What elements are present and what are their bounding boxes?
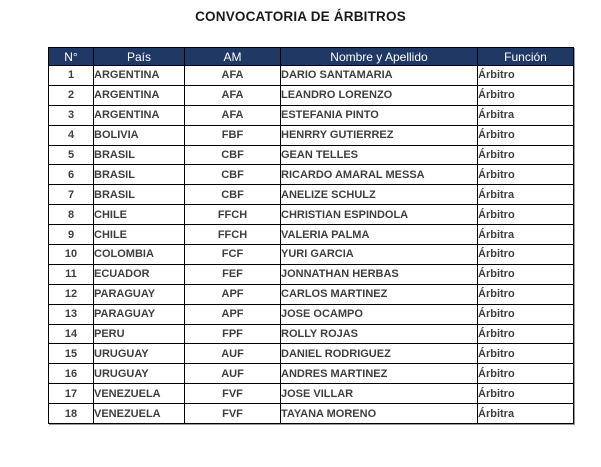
cell-num: 18 (49, 404, 94, 424)
table-row (49, 384, 574, 404)
table-row (49, 105, 574, 125)
table-header-row (49, 48, 574, 66)
cell-num: 16 (49, 364, 94, 384)
cell-nombre: JOSE VILLAR (281, 384, 478, 404)
cell-pais: CHILE (94, 225, 185, 245)
cell-nombre: LEANDRO LORENZO (281, 85, 478, 105)
table-row (49, 125, 574, 145)
table-row (49, 264, 574, 284)
cell-funcion: Árbitro (478, 344, 574, 364)
table-row (49, 205, 574, 225)
cell-nombre: HENRRY GUTIERREZ (281, 125, 478, 145)
cell-nombre: RICARDO AMARAL MESSA (281, 165, 478, 185)
cell-nombre: CARLOS MARTINEZ (281, 284, 478, 304)
column-header-nombre: Nombre y Apellido (281, 48, 478, 66)
table-row (49, 284, 574, 304)
cell-funcion: Árbitro (478, 245, 574, 265)
cell-num: 12 (49, 284, 94, 304)
cell-am: CBF (185, 185, 281, 205)
cell-funcion: Árbitro (478, 66, 574, 86)
cell-am: FEF (185, 264, 281, 284)
cell-am: AFA (185, 66, 281, 86)
cell-nombre: TAYANA MORENO (281, 404, 478, 424)
cell-funcion: Árbitro (478, 284, 574, 304)
cell-am: APF (185, 284, 281, 304)
cell-am: FPF (185, 324, 281, 344)
table-row (49, 324, 574, 344)
cell-num: 9 (49, 225, 94, 245)
table-row (49, 245, 574, 265)
cell-am: AUF (185, 344, 281, 364)
cell-am: AFA (185, 85, 281, 105)
cell-nombre: ANDRES MARTINEZ (281, 364, 478, 384)
cell-pais: ARGENTINA (94, 85, 185, 105)
column-header-num: N° (49, 48, 94, 66)
cell-pais: PARAGUAY (94, 284, 185, 304)
referees-table (48, 47, 574, 424)
cell-am: AUF (185, 364, 281, 384)
cell-nombre: GEAN TELLES (281, 145, 478, 165)
cell-am: FVF (185, 384, 281, 404)
column-header-am: AM (185, 48, 281, 66)
cell-num: 13 (49, 304, 94, 324)
cell-funcion: Árbitra (478, 404, 574, 424)
cell-pais: ARGENTINA (94, 66, 185, 86)
cell-num: 17 (49, 384, 94, 404)
cell-num: 3 (49, 105, 94, 125)
table-row (49, 165, 574, 185)
cell-funcion: Árbitro (478, 165, 574, 185)
cell-funcion: Árbitro (478, 304, 574, 324)
page-title: CONVOCATORIA DE ÁRBITROS (195, 9, 406, 24)
cell-num: 6 (49, 165, 94, 185)
cell-pais: COLOMBIA (94, 245, 185, 265)
cell-pais: PARAGUAY (94, 304, 185, 324)
cell-nombre: ROLLY ROJAS (281, 324, 478, 344)
cell-num: 7 (49, 185, 94, 205)
cell-funcion: Árbitro (478, 125, 574, 145)
cell-funcion: Árbitro (478, 324, 574, 344)
cell-funcion: Árbitro (478, 364, 574, 384)
cell-am: CBF (185, 165, 281, 185)
cell-nombre: DARIO SANTAMARIA (281, 66, 478, 86)
cell-nombre: CHRISTIAN ESPINDOLA (281, 205, 478, 225)
cell-funcion: Árbitro (478, 145, 574, 165)
cell-num: 1 (49, 66, 94, 86)
cell-nombre: VALERIA PALMA (281, 225, 478, 245)
cell-pais: ECUADOR (94, 264, 185, 284)
column-header-pais: País (94, 48, 185, 66)
cell-pais: URUGUAY (94, 344, 185, 364)
table-row (49, 304, 574, 324)
table-row (49, 404, 574, 424)
cell-pais: VENEZUELA (94, 384, 185, 404)
cell-nombre: JONNATHAN HERBAS (281, 264, 478, 284)
cell-pais: ARGENTINA (94, 105, 185, 125)
table-row (49, 344, 574, 364)
cell-pais: CHILE (94, 205, 185, 225)
cell-funcion: Árbitra (478, 185, 574, 205)
cell-num: 4 (49, 125, 94, 145)
cell-pais: PERU (94, 324, 185, 344)
cell-pais: BRASIL (94, 145, 185, 165)
cell-am: FFCH (185, 205, 281, 225)
table-body (49, 66, 574, 424)
cell-funcion: Árbitro (478, 264, 574, 284)
cell-funcion: Árbitra (478, 105, 574, 125)
cell-pais: URUGUAY (94, 364, 185, 384)
cell-am: FFCH (185, 225, 281, 245)
cell-nombre: DANIEL RODRIGUEZ (281, 344, 478, 364)
cell-pais: BOLIVIA (94, 125, 185, 145)
cell-nombre: ANELIZE SCHULZ (281, 185, 478, 205)
cell-am: FBF (185, 125, 281, 145)
cell-nombre: JOSE OCAMPO (281, 304, 478, 324)
table-row (49, 364, 574, 384)
cell-funcion: Árbitra (478, 225, 574, 245)
cell-funcion: Árbitro (478, 384, 574, 404)
cell-pais: BRASIL (94, 185, 185, 205)
cell-am: FVF (185, 404, 281, 424)
column-header-funcion: Función (478, 48, 574, 66)
cell-am: APF (185, 304, 281, 324)
cell-num: 10 (49, 245, 94, 265)
cell-pais: BRASIL (94, 165, 185, 185)
table-row (49, 85, 574, 105)
cell-num: 11 (49, 264, 94, 284)
table-row (49, 185, 574, 205)
cell-nombre: ESTEFANIA PINTO (281, 105, 478, 125)
table-row (49, 225, 574, 245)
cell-funcion: Árbitro (478, 205, 574, 225)
table-row (49, 145, 574, 165)
cell-am: FCF (185, 245, 281, 265)
cell-num: 2 (49, 85, 94, 105)
cell-am: AFA (185, 105, 281, 125)
cell-num: 15 (49, 344, 94, 364)
cell-num: 8 (49, 205, 94, 225)
cell-funcion: Árbitro (478, 85, 574, 105)
cell-num: 14 (49, 324, 94, 344)
cell-pais: VENEZUELA (94, 404, 185, 424)
cell-nombre: YURI GARCIA (281, 245, 478, 265)
table-row (49, 66, 574, 86)
cell-am: CBF (185, 145, 281, 165)
cell-num: 5 (49, 145, 94, 165)
